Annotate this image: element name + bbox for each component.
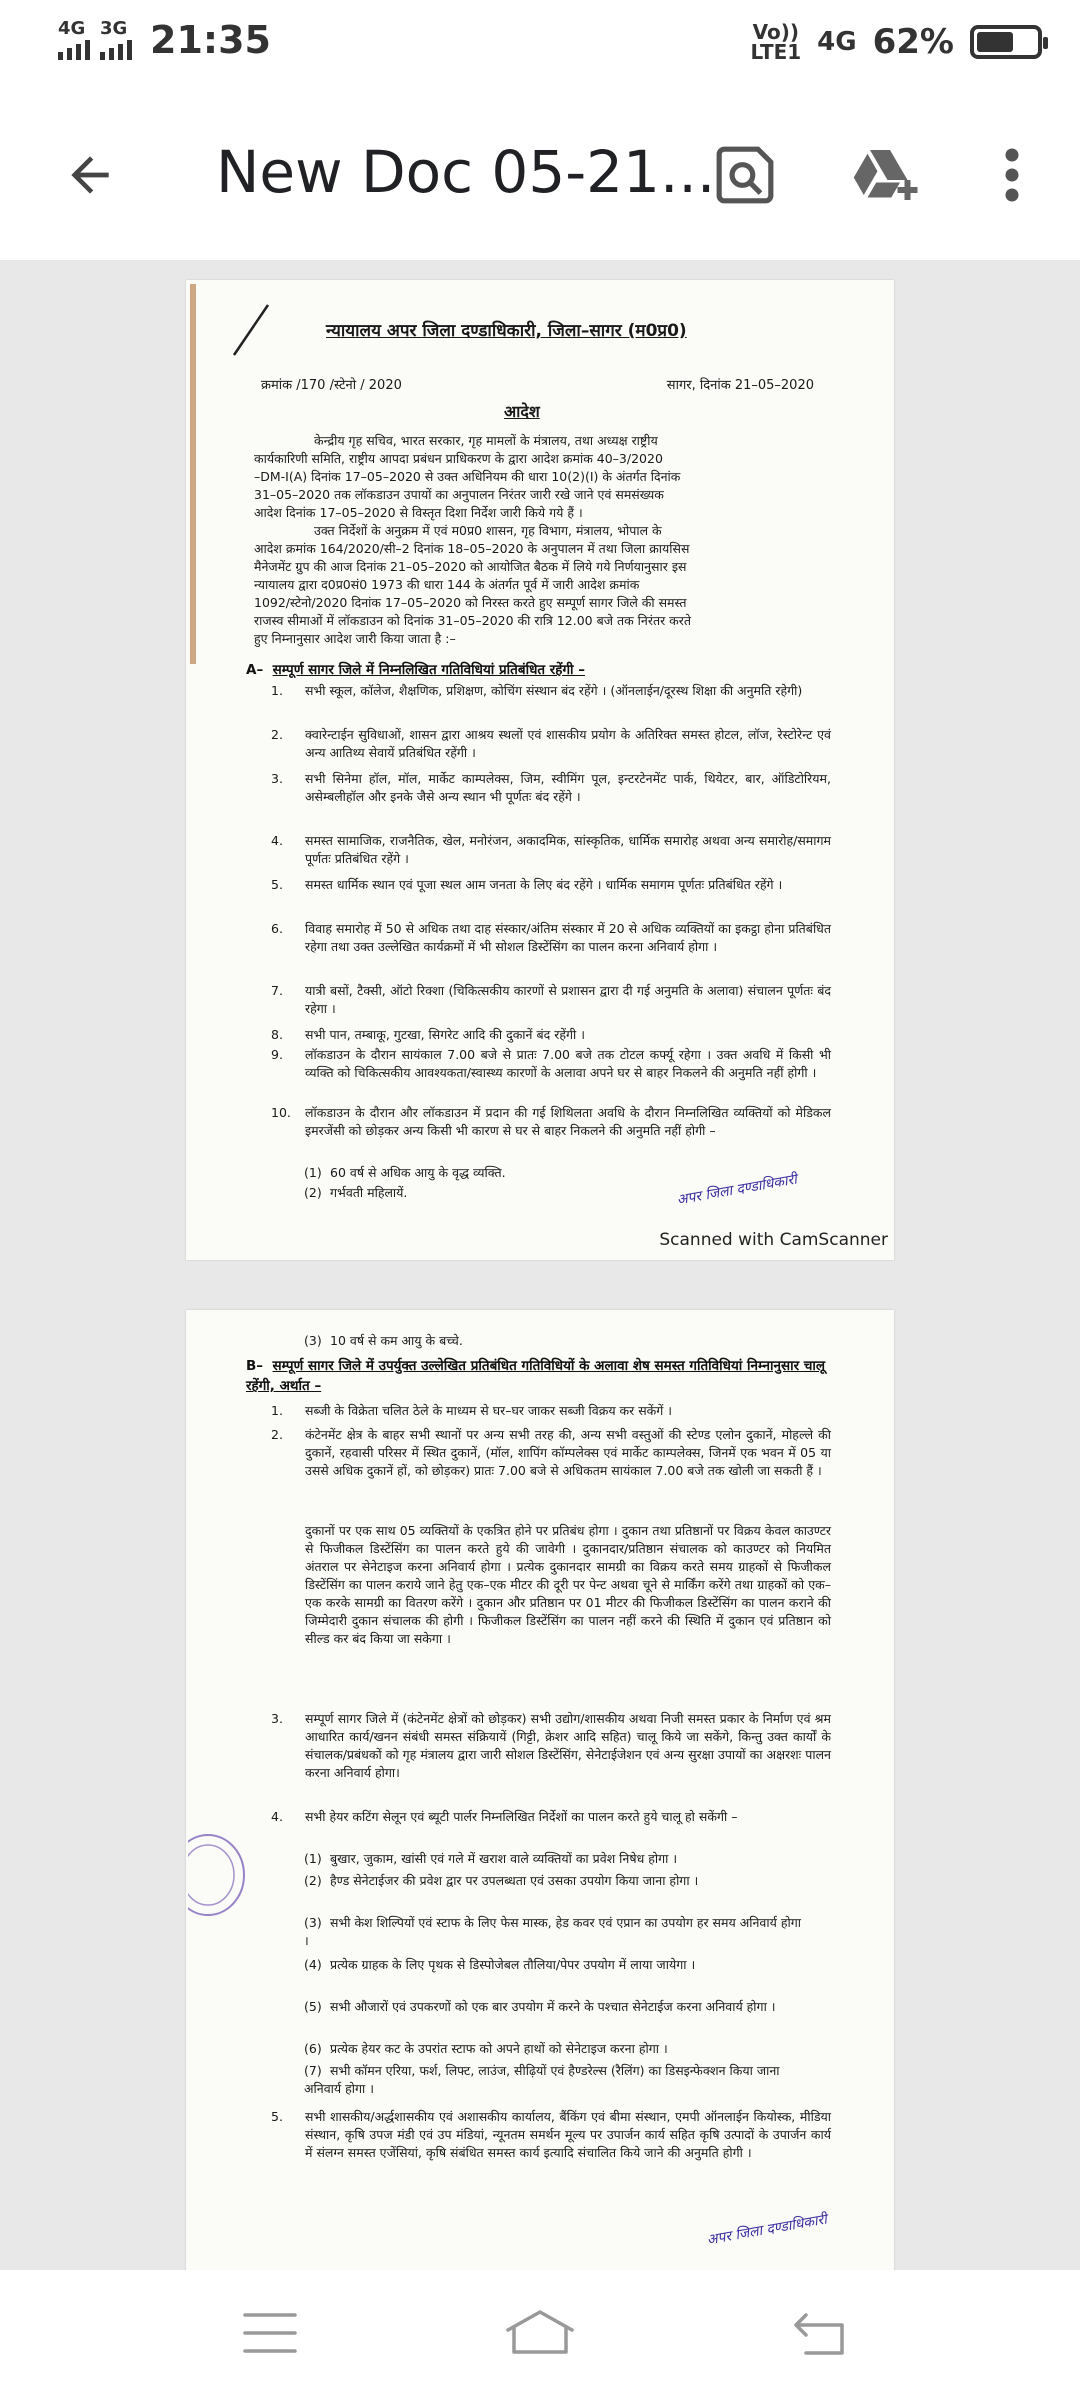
- list-item: [271, 682, 831, 700]
- google-drive-add-icon: [850, 144, 920, 206]
- intro-line: आदेश दिनांक 17–05–2020 से विस्तृत दिशा निर्देश जारी किये गये हैं ।: [254, 505, 583, 520]
- reference-number: क्रमांक /170 /स्टेनो / 2020: [261, 378, 402, 393]
- item-text: सभी पान, तम्बाकू, गुटखा, सिगरेट आदि की दुकानें बंद रहेंगी ।: [305, 1027, 585, 1042]
- signature-stamp: अपर जिला दण्डाधिकारी: [675, 1171, 799, 1209]
- volte-icon: [751, 22, 802, 62]
- sub-item-number: (7): [304, 2063, 322, 2078]
- section-a-title: सम्पूर्ण सागर जिले में निम्नलिखित गतिविधियां प्रतिबंधित रहेंगी –: [272, 662, 586, 678]
- list-item: [271, 1402, 831, 1420]
- intro-line: आदेश क्रमांक 164/2020/सी–2 दिनांक 18–05–2020 के अनुपालन में तथा जिला क्रायसिस: [254, 541, 690, 556]
- sub-list-item: [304, 1164, 506, 1182]
- document-page-1: [186, 280, 894, 1260]
- navigation-bar: [0, 2270, 1080, 2400]
- intro-line: 1092/स्टेनो/2020 दिनांक 17–05–2020 को निरस्त करते हुए सम्पूर्ण सागर जिले की समस्त: [254, 595, 687, 610]
- sub-item-number: (2): [304, 1185, 322, 1200]
- item-text: सब्जी के विक्रेता चलित ठेले के माध्यम से घर–घर जाकर सब्जी विक्रय कर सकेंगें ।: [305, 1403, 673, 1418]
- item-text: सम्पूर्ण सागर जिले में (कंटेनमेंट क्षेत्रों को छोड़कर) सभी उद्योग/शासकीय अथवा निजी समस्त प्रकार के निर्माण एवं श्रम आधारित कार्य/खनन संबंधी समस्त संक्रियायें (गिट्टी, क्रेशर आदि सहित) चालू किये जा सकेंगे, किन्तु उक्त कार्यों के संचालक/प्रबंधकों को गृह मंत्रालय द्वारा जारी सोशल डिस्टेंसिंग, सेनेटाईजेशन एवं अन्य सुरक्षा उपायों का अक्षरशः पालन करना अनिवार्य होगा।: [305, 1711, 831, 1780]
- item-text: सभी सिनेमा हॉल, मॉल, मार्केट काम्पलेक्स, जिम, स्वीमिंग पूल, इन्टरटेनमेंट पार्क, थियेटर, बार, ऑडिटोरियम, असेम्बलीहॉल और इनके जैसे अन्य स्थान भी पूर्णतः बंद रहेंगे ।: [305, 771, 831, 804]
- sub-item-text: सभी औजारों एवं उपकरणों को एक बार उपयोग में करने के पश्चात सेनेटाईज करना अनिवार्य होगा ।: [330, 1999, 776, 2014]
- item-number: 1.: [271, 683, 283, 698]
- document-viewer[interactable]: [0, 260, 1080, 2270]
- list-item: [271, 1026, 831, 1044]
- list-item: [271, 2108, 831, 2162]
- item-number: 2.: [271, 727, 283, 742]
- sub-list-item: [304, 1998, 804, 2016]
- sub-item-number: (6): [304, 2041, 322, 2056]
- clock: 21:35: [150, 18, 271, 62]
- intro-line: राजस्व सीमाओं में लॉकडाउन को दिनांक 31–05–2020 की रात्रि 12.00 बजे तक निरंतर करते: [254, 613, 691, 628]
- item-number: 4.: [271, 833, 283, 848]
- sub-item-number: (4): [304, 1957, 322, 1972]
- item-text: यात्री बसों, टैक्सी, ऑटो रिक्शा (चिकित्सकीय कारणों से प्रशासन द्वारा दी गई अनुमति के अलावा) संचालन पूर्णतः बंद रहेगा ।: [305, 983, 831, 1016]
- home-icon: [504, 2308, 576, 2358]
- item-text: दुकानों पर एक साथ 05 व्यक्तियों के एकत्रित होने पर प्रतिबंध होगा । दुकान तथा प्रतिष्ठानों पर विक्रय केवल काउण्टर से फिजीकल डिस्टेंसिंग का पालन करते हुये की जावेगी । दुकानदार/प्रतिष्ठान संचालक को काउण्टर को नियमित अंतराल पर सेनेटाइज करना अनिवार्य होगा । प्रत्येक दुकानदार सामग्री का विक्रय करते समय ग्राहकों से फिजीकल डिस्टेंसिंग का पालन कराये जाने हेतु एक–एक मीटर की दूरी पर पेन्ट अथवा चूने से मार्किंग करेंगे तथा ग्राहकों को एक–एक करके सामग्री का वितरण करेंगे । दुकान और प्रतिष्ठान पर 01 मीटर की फिजीकल डिस्टेंसिंग का पालन कराने की जिम्मेदारी दुकान संचालक की होगी । फिजीकल डिस्टेंसिंग का पालन नहीं करने की स्थिति में दुकान एवं प्रतिष्ठान को सील्ड कर बंद किया जा सकेगा ।: [305, 1523, 831, 1646]
- system-back-button[interactable]: [775, 2298, 865, 2368]
- sub-list-item: [304, 1332, 463, 1350]
- sim2-label: 3G: [100, 18, 128, 39]
- back-arrow-icon: [62, 147, 118, 203]
- item-text: सभी शासकीय/अर्द्धशासकीय एवं अशासकीय कार्यालय, बैंकिंग एवं बीमा संस्थान, एमपी ऑनलाईन कियोस्क, मीडिया संस्थान, कृषि उपज मंडी एवं उप मंडियां, न्यूनतम समर्थन मूल्य पर उपार्जन कार्य सहित कृषि उत्पादों के उपार्जन कार्य में संलग्न समस्त एजेंसियां, कृषि संबंधित समस्त कार्य इत्यादि संचालित किये जाने की अनुमति होगी ।: [305, 2109, 831, 2160]
- sub-list-item: [304, 2062, 804, 2098]
- sub-list-item: [304, 1956, 804, 1974]
- item-text: सभी स्कूल, कॉलेज, शैक्षणिक, प्रशिक्षण, कोचिंग संस्थान बंद रहेंगे । (ऑनलाईन/दूरस्थ शिक्षा की अनुमति रहेगी): [305, 683, 803, 698]
- item-number: 4.: [271, 1809, 283, 1824]
- more-vert-icon: [1002, 145, 1022, 205]
- scan-edge: [190, 284, 196, 664]
- section-b-heading: [246, 1356, 846, 1396]
- sub-item-text: 10 वर्ष से कम आयु के बच्चे.: [330, 1333, 463, 1348]
- item-number: 3.: [271, 771, 283, 786]
- item-text: कंटेनमेंट क्षेत्र के बाहर सभी स्थानों पर अन्य सभी तरह की, अन्य सभी वस्तुओं की स्टेण्ड एलोन दुकानें, मोहल्ले की दुकानें, रहवासी परिसर में स्थित दुकानें, (मॉल, शापिंग कॉम्पलेक्स एवं मार्केट काम्पलेक्स, जिनमें एक भवन में 05 या उससे अधिक दुकानें हों, को छोड़कर) प्रातः 7.00 बजे से अधिकतम सायंकाल 7.00 बजे तक खोली जा सकती हैं ।: [305, 1427, 831, 1478]
- section-a-heading: [246, 660, 585, 678]
- order-title: आदेश: [504, 402, 540, 421]
- item-number: 5.: [271, 2109, 283, 2124]
- sub-list-item: [304, 1850, 804, 1868]
- sub-item-text: सभी केश शिल्पियों एवं स्टाफ के लिए फेस मास्क, हेड कवर एवं एप्रान का उपयोग हर समय अनिवार्य होगा ।: [304, 1915, 801, 1948]
- list-item: [271, 832, 831, 868]
- sub-item-text: बुखार, जुकाम, खांसी एवं गले में खराश वाले व्यक्तियों का प्रवेश निषेध होगा ।: [330, 1851, 678, 1866]
- home-button[interactable]: [495, 2298, 585, 2368]
- status-bar: [0, 0, 1080, 90]
- list-item: [271, 1522, 831, 1648]
- sub-item-text: सभी कॉमन एरिया, फर्श, लिफ्ट, लाउंज, सीढ़ियों एवं हैण्डरेल्स (रैलिंग) का डिसइन्फेक्शन किया जाना अनिवार्य होगा ।: [304, 2063, 780, 2096]
- google-lens-icon: [714, 144, 776, 206]
- add-to-drive-button[interactable]: [840, 130, 930, 220]
- battery-icon: [970, 25, 1042, 59]
- item-text: समस्त सामाजिक, राजनैतिक, खेल, मनोरंजन, अकादमिक, सांस्कृतिक, धार्मिक समारोह अथवा अन्य समारोह/समागम पूर्णतः प्रतिबंधित रहेंगे ।: [305, 833, 831, 866]
- item-number: 10.: [271, 1105, 291, 1120]
- office-seal-stamp: [188, 1830, 248, 1920]
- list-item: [271, 1426, 831, 1480]
- battery-fill: [977, 32, 1013, 52]
- sub-item-number: (1): [304, 1851, 322, 1866]
- list-item: [271, 1808, 831, 1826]
- sub-list-item: [304, 1184, 407, 1202]
- item-number: [271, 1522, 305, 1648]
- back-button[interactable]: [50, 135, 130, 215]
- intro-line: केन्द्रीय गृह सचिव, भारत सरकार, गृह मामलों के मंत्रालय, तथा अध्यक्ष राष्ट्रीय: [314, 433, 658, 448]
- intro-line: –DM-I(A) दिनांक 17–05–2020 से उक्त अधिनियम की धारा 10(2)(I) के अंतर्गत दिनांक: [254, 469, 681, 484]
- lte-label: LTE1: [750, 40, 802, 64]
- network-type: 4G: [817, 27, 857, 57]
- sub-item-text: 60 वर्ष से अधिक आयु के वृद्ध व्यक्ति.: [330, 1165, 506, 1180]
- item-number: 2.: [271, 1427, 283, 1442]
- list-item: [271, 1104, 831, 1140]
- list-item: [271, 726, 831, 762]
- intro-line: 31–05–2020 तक लॉकडाउन उपायों का अनुपालन निरंतर जारी रखे जाने एवं समसंख्यक: [254, 487, 664, 502]
- item-text: समस्त धार्मिक स्थान एवं पूजा स्थल आम जनता के लिए बंद रहेंगे । धार्मिक समागम पूर्णतः प्रतिबंधित रहेंगे ।: [305, 877, 783, 892]
- list-item: [271, 920, 831, 956]
- battery-percent: 62%: [872, 22, 954, 62]
- court-header: न्यायालय अपर जिला दण्डाधिकारी, जिला–सागर (म0प्र0): [326, 321, 687, 341]
- menu-icon: [243, 2311, 297, 2355]
- document-title: New Doc 05-21...: [216, 138, 716, 206]
- item-number: 7.: [271, 983, 283, 998]
- sub-list-item: [304, 2040, 804, 2058]
- sub-item-text: गर्भवती महिलायें.: [330, 1185, 408, 1200]
- list-item: [271, 770, 831, 806]
- sub-item-number: (2): [304, 1873, 322, 1888]
- list-item: [271, 1046, 831, 1082]
- item-text: लॉकडाउन के दौरान और लॉकडाउन में प्रदान की गई शिथिलता अवधि के दौरान निम्नलिखित व्यक्तियों को मेडिकल इमरजेंसी को छोड़कर अन्य किसी भी कारण से घर से बाहर निकलने की अनुमति नहीं होगी –: [305, 1105, 831, 1138]
- item-number: 8.: [271, 1027, 283, 1042]
- intro-line: उक्त निर्देशों के अनुक्रम में एवं म0प्र0 शासन, गृह विभाग, मंत्रालय, भोपाल के: [314, 523, 662, 538]
- document-page-2: [186, 1310, 894, 2270]
- pen-mark: [226, 300, 276, 360]
- sub-item-text: प्रत्येक ग्राहक के लिए पृथक से डिस्पोजेबल तौलिया/पेपर उपयोग में लाया जायेगा ।: [330, 1957, 696, 1972]
- back-icon: [792, 2309, 848, 2357]
- sub-item-number: (5): [304, 1999, 322, 2014]
- sim1-signal-icon: [58, 20, 90, 60]
- recent-apps-button[interactable]: [225, 2298, 315, 2368]
- item-text: विवाह समारोह में 50 से अधिक तथा दाह संस्कार/अंतिम संस्कार में 20 से अधिक व्यक्तियों का इकट्ठा होना प्रतिबंधित रहेगा तथा उक्त उल्लेखित कार्यक्रमों में भी सोशल डिस्टेंसिंग का पालन करना अनिवार्य होगा ।: [305, 921, 831, 954]
- intro-line: मैनेजमेंट ग्रुप की आज दिनांक 21–05–2020 को आयोजित बैठक में लिये गये निर्णयानुसार इस: [254, 559, 687, 574]
- item-number: 1.: [271, 1403, 283, 1418]
- item-number: 3.: [271, 1711, 283, 1726]
- section-b-title: सम्पूर्ण सागर जिले में उपर्युक्त उल्लेखित प्रतिबंधित गतिविधियों के अलावा शेष समस्त गतिविधियां निम्नानुसार चालू रहेंगी, अर्थात –: [246, 1358, 826, 1394]
- intro-line: न्यायालय द्वारा द0प्र0सं0 1973 की धारा 144 के अंतर्गत पूर्व में जारी आदेश क्रमांक: [254, 577, 640, 592]
- sub-item-number: (3): [304, 1915, 322, 1930]
- sub-item-number: (3): [304, 1333, 322, 1348]
- sub-item-text: हैण्ड सेनेटाईजर की प्रवेश द्वार पर उपलब्धता एवं उसका उपयोग किया जाना होगा ।: [330, 1873, 699, 1888]
- sub-item-text: प्रत्येक हेयर कट के उपरांत स्टाफ को अपने हाथों को सेनेटाइज करना होगा ।: [330, 2041, 668, 2056]
- intro-paragraph: [254, 432, 814, 648]
- sim1-label: 4G: [58, 18, 86, 39]
- google-lens-button[interactable]: [700, 130, 790, 220]
- camscanner-watermark: Scanned with CamScanner: [659, 1230, 888, 1250]
- item-number: 6.: [271, 921, 283, 936]
- item-number: 9.: [271, 1047, 283, 1062]
- sub-item-number: (1): [304, 1165, 322, 1180]
- place-date: सागर, दिनांक 21–05–2020: [666, 378, 814, 393]
- app-bar: [0, 90, 1080, 260]
- more-options-button[interactable]: [972, 130, 1052, 220]
- sub-list-item: [304, 1914, 804, 1950]
- list-item: [271, 876, 831, 894]
- volte-label: Vo)): [752, 20, 800, 44]
- signature-stamp: अपर जिला दण्डाधिकारी: [705, 2211, 829, 2249]
- intro-line: हुए निम्नानुसार आदेश जारी किया जाता है :–: [254, 631, 456, 646]
- item-text: लॉकडाउन के दौरान सायंकाल 7.00 बजे से प्रातः 7.00 बजे तक टोटल कर्फ्यू रहेगा । उक्त अवधि में किसी भी व्यक्ति को चिकित्सकीय आवश्यकता/स्वास्थ्य कारणों के अलावा अपने घर से बाहर निकलने की अनुमति नहीं होगी ।: [305, 1047, 831, 1080]
- sim2-signal-icon: [100, 20, 132, 60]
- list-item: [271, 982, 831, 1018]
- section-a-label: A–: [246, 662, 264, 678]
- section-b-label: B–: [246, 1358, 264, 1374]
- list-item: [271, 1710, 831, 1782]
- intro-line: कार्यकारिणी समिति, राष्ट्रीय आपदा प्रबंधन प्राधिकरण के द्वारा आदेश क्रमांक 40–3/2020: [254, 451, 663, 466]
- item-number: 5.: [271, 877, 283, 892]
- item-text: क्वारेन्टाईन सुविधाओं, शासन द्वारा आश्रय स्थलों एवं शासकीय प्रयोग के अतिरिक्त समस्त होटल, लॉज, रेस्टोरेन्ट एवं अन्य आतिथ्य सेवायें प्रतिबंधित रहेंगी ।: [305, 727, 831, 760]
- sub-list-item: [304, 1872, 804, 1890]
- item-text: सभी हेयर कटिंग सेलून एवं ब्यूटी पार्लर निम्नलिखित निर्देशों का पालन करते हुये चालू हो सकेंगी –: [305, 1809, 738, 1824]
